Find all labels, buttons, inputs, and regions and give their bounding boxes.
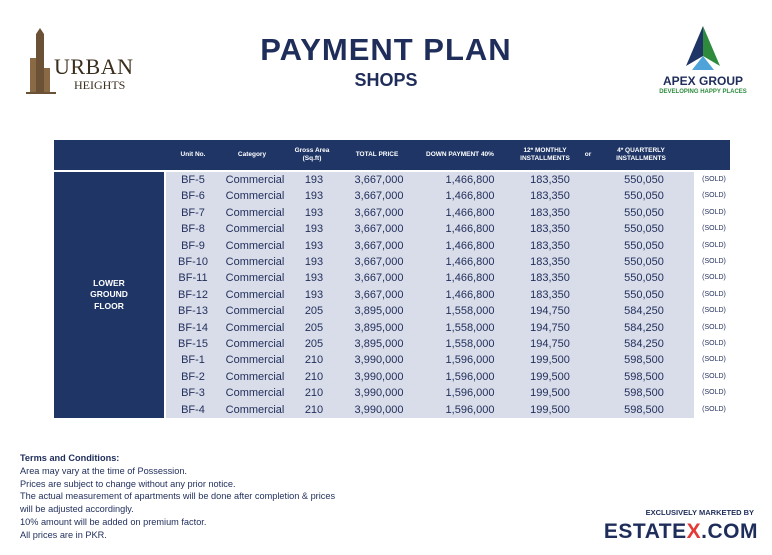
estatex-logo xyxy=(578,520,758,544)
apex-group-tagline: DEVELOPING HAPPY PLACES xyxy=(659,89,747,95)
cell-monthly-installment: 183,350 xyxy=(530,288,570,301)
cell-total-price: 3,895,000 xyxy=(354,321,404,334)
cell-quarterly-installment: 550,050 xyxy=(624,272,664,285)
terms-heading: Terms and Conditions: xyxy=(20,453,120,463)
cell-unit-no: BF-12 xyxy=(178,288,208,301)
apex-group-name: APEX GROUP xyxy=(662,74,743,88)
page-title: PAYMENT PLAN xyxy=(260,32,512,67)
status-sold-badge: (SOLD) xyxy=(702,389,726,397)
cell-unit-no: BF-2 xyxy=(181,370,205,383)
table-row xyxy=(166,254,694,270)
cell-monthly-installment: 183,350 xyxy=(530,239,570,252)
cell-total-price: 3,895,000 xyxy=(354,338,404,350)
cell-unit-no: BF-15 xyxy=(178,338,208,350)
cell-category: Commercial xyxy=(225,321,285,334)
cell-unit-no: BF-7 xyxy=(181,206,205,219)
logo-urban-text: URBAN xyxy=(54,54,134,79)
cell-gross-area: 193 xyxy=(304,288,324,301)
cell-down-payment: 1,466,800 xyxy=(445,272,495,285)
status-sold-badge: (SOLD) xyxy=(702,274,726,282)
status-sold-badge: (SOLD) xyxy=(702,176,726,183)
cell-gross-area: 205 xyxy=(304,338,324,350)
table-row xyxy=(166,369,694,385)
cell-category: Commercial xyxy=(225,354,285,367)
cell-category: Commercial xyxy=(225,387,285,400)
estatex-brand-a: ESTATE xyxy=(603,520,687,543)
cell-quarterly-installment: 598,500 xyxy=(624,354,664,367)
cell-category: Commercial xyxy=(225,256,285,268)
cell-monthly-installment: 183,350 xyxy=(530,174,570,186)
cell-category: Commercial xyxy=(225,403,285,416)
cell-quarterly-installment: 584,250 xyxy=(624,338,664,350)
status-sold-badge: (SOLD) xyxy=(702,405,726,413)
cell-total-price: 3,990,000 xyxy=(354,370,404,383)
cell-total-price: 3,895,000 xyxy=(354,305,404,318)
cell-quarterly-installment: 550,050 xyxy=(624,288,664,301)
table-row xyxy=(166,270,694,286)
cell-total-price: 3,667,000 xyxy=(354,206,404,219)
terms-line: Area may vary at the time of Possession. xyxy=(20,465,187,476)
cell-gross-area: 193 xyxy=(304,190,324,203)
header-category: Category xyxy=(237,151,267,158)
logo-heights-text: HEIGHTS xyxy=(74,78,126,92)
cell-quarterly-installment: 598,500 xyxy=(624,403,664,416)
cell-gross-area: 205 xyxy=(304,321,324,334)
status-sold-badge: (SOLD) xyxy=(702,241,726,249)
cell-unit-no: BF-8 xyxy=(181,223,205,236)
cell-down-payment: 1,466,800 xyxy=(445,174,495,186)
cell-down-payment: 1,466,800 xyxy=(445,190,495,203)
header-gross-area: Gross Area (Sq.ft) xyxy=(294,147,330,162)
cell-gross-area: 210 xyxy=(304,354,324,367)
status-sold-badge: (SOLD) xyxy=(702,208,726,216)
floor-label-cell xyxy=(54,172,164,418)
cell-monthly-installment: 183,350 xyxy=(530,206,570,219)
cell-gross-area: 210 xyxy=(304,387,324,400)
cell-quarterly-installment: 550,050 xyxy=(624,174,664,186)
cell-unit-no: BF-9 xyxy=(181,239,205,252)
cell-total-price: 3,990,000 xyxy=(354,403,404,416)
cell-unit-no: BF-5 xyxy=(181,174,205,186)
cell-unit-no: BF-4 xyxy=(181,403,205,416)
cell-category: Commercial xyxy=(225,305,285,318)
status-sold-badge: (SOLD) xyxy=(702,323,726,331)
cell-monthly-installment: 183,350 xyxy=(530,223,570,236)
cell-total-price: 3,667,000 xyxy=(354,239,404,252)
status-sold-badge: (SOLD) xyxy=(702,225,726,233)
table-header xyxy=(54,140,730,170)
table-row xyxy=(166,172,694,188)
cell-quarterly-installment: 598,500 xyxy=(624,387,664,400)
cell-quarterly-installment: 550,050 xyxy=(624,239,664,252)
cell-monthly-installment: 199,500 xyxy=(530,387,570,400)
table-row xyxy=(166,385,694,401)
cell-gross-area: 193 xyxy=(304,174,324,186)
cell-down-payment: 1,596,000 xyxy=(445,370,495,383)
cell-monthly-installment: 183,350 xyxy=(530,272,570,285)
status-sold-badge: (SOLD) xyxy=(702,307,726,315)
cell-down-payment: 1,466,800 xyxy=(445,288,495,301)
cell-unit-no: BF-3 xyxy=(181,387,205,400)
cell-total-price: 3,667,000 xyxy=(354,190,404,203)
terms-line: will be adjusted accordingly. xyxy=(20,504,134,515)
table-row xyxy=(166,221,694,237)
cell-down-payment: 1,558,000 xyxy=(445,338,495,350)
cell-down-payment: 1,466,800 xyxy=(445,206,495,219)
cell-down-payment: 1,596,000 xyxy=(445,354,495,367)
cell-quarterly-installment: 550,050 xyxy=(624,190,664,203)
cell-monthly-installment: 194,750 xyxy=(530,321,570,334)
cell-quarterly-installment: 584,250 xyxy=(624,321,664,334)
table-row xyxy=(166,287,694,303)
status-sold-badge: (SOLD) xyxy=(702,356,726,364)
table-row xyxy=(166,352,694,368)
apex-triangle-icon xyxy=(672,26,734,72)
cell-total-price: 3,667,000 xyxy=(354,223,404,236)
table-row xyxy=(166,320,694,336)
table-row xyxy=(166,402,694,418)
cell-quarterly-installment: 550,050 xyxy=(624,206,664,219)
cell-unit-no: BF-11 xyxy=(178,272,208,285)
header-unit-no: Unit No. xyxy=(180,151,206,158)
cell-category: Commercial xyxy=(225,239,285,252)
terms-line: 10% amount will be added on premium factor. xyxy=(20,516,207,527)
cell-down-payment: 1,558,000 xyxy=(445,305,495,318)
estatex-brand-x: X xyxy=(686,520,702,543)
status-sold-badge: (SOLD) xyxy=(702,192,726,200)
cell-quarterly-installment: 584,250 xyxy=(624,305,664,318)
cell-monthly-installment: 199,500 xyxy=(530,403,570,416)
cell-total-price: 3,990,000 xyxy=(354,354,404,367)
cell-down-payment: 1,558,000 xyxy=(445,321,495,334)
cell-category: Commercial xyxy=(225,288,285,301)
table-row xyxy=(166,238,694,254)
terms-line: All prices are in PKR. xyxy=(20,529,107,540)
cell-gross-area: 193 xyxy=(304,206,324,219)
terms-and-conditions xyxy=(20,452,335,542)
cell-total-price: 3,667,000 xyxy=(354,272,404,285)
cell-down-payment: 1,466,800 xyxy=(445,223,495,236)
cell-gross-area: 210 xyxy=(304,370,324,383)
header-or: or xyxy=(584,151,592,158)
cell-monthly-installment: 194,750 xyxy=(530,305,570,318)
cell-down-payment: 1,466,800 xyxy=(445,239,495,252)
cell-down-payment: 1,596,000 xyxy=(445,403,495,416)
cell-monthly-installment: 199,500 xyxy=(530,370,570,383)
cell-category: Commercial xyxy=(225,272,285,285)
cell-quarterly-installment: 550,050 xyxy=(624,256,664,268)
cell-monthly-installment: 183,350 xyxy=(530,256,570,268)
status-sold-badge: (SOLD) xyxy=(702,340,726,347)
cell-gross-area: 193 xyxy=(304,239,324,252)
cell-down-payment: 1,466,800 xyxy=(445,256,495,268)
header-monthly-installments: 12* MONTHLY INSTALLMENTS xyxy=(520,147,570,162)
cell-category: Commercial xyxy=(225,206,285,219)
cell-total-price: 3,667,000 xyxy=(354,174,404,186)
cell-gross-area: 210 xyxy=(304,403,324,416)
cell-category: Commercial xyxy=(225,174,285,186)
table-row xyxy=(166,336,694,352)
cell-monthly-installment: 183,350 xyxy=(530,190,570,203)
cell-gross-area: 193 xyxy=(304,256,324,268)
terms-line: The actual measurement of apartments will be done after completion & prices xyxy=(20,491,336,502)
cell-gross-area: 205 xyxy=(304,305,324,318)
cell-unit-no: BF-1 xyxy=(181,354,205,367)
cell-gross-area: 193 xyxy=(304,272,324,285)
status-sold-badge: (SOLD) xyxy=(702,372,726,380)
table-row xyxy=(166,188,694,204)
cell-total-price: 3,667,000 xyxy=(354,256,404,268)
cell-unit-no: BF-10 xyxy=(178,256,208,268)
cell-monthly-installment: 194,750 xyxy=(530,338,570,350)
header-total-price: TOTAL PRICE xyxy=(355,151,399,158)
table-row xyxy=(166,303,694,319)
cell-monthly-installment: 199,500 xyxy=(530,354,570,367)
page-subtitle: SHOPS xyxy=(354,70,418,90)
terms-line: Prices are subject to change without any prior notice. xyxy=(20,478,236,489)
cell-gross-area: 193 xyxy=(304,223,324,236)
estatex-brand-b: .COM xyxy=(701,520,758,543)
status-sold-badge: (SOLD) xyxy=(702,290,726,298)
cell-unit-no: BF-6 xyxy=(181,190,205,203)
cell-category: Commercial xyxy=(225,370,285,383)
cell-category: Commercial xyxy=(225,223,285,236)
cell-total-price: 3,667,000 xyxy=(354,288,404,301)
cell-down-payment: 1,596,000 xyxy=(445,387,495,400)
cell-quarterly-installment: 598,500 xyxy=(624,370,664,383)
cell-unit-no: BF-14 xyxy=(178,321,208,334)
marketed-by-label: EXCLUSIVELY MARKETED BY xyxy=(645,508,754,517)
cell-category: Commercial xyxy=(225,338,285,350)
cell-unit-no: BF-13 xyxy=(178,305,208,318)
status-sold-badge: (SOLD) xyxy=(702,258,726,265)
table-row xyxy=(166,205,694,221)
table-body xyxy=(166,172,694,418)
cell-total-price: 3,990,000 xyxy=(354,387,404,400)
floor-label: LOWER GROUND FLOOR xyxy=(90,277,128,311)
header-quarterly-installments: 4* QUARTERLY INSTALLMENTS xyxy=(616,147,666,162)
header-down-payment: DOWN PAYMENT 40% xyxy=(426,151,494,158)
cell-quarterly-installment: 550,050 xyxy=(624,223,664,236)
cell-category: Commercial xyxy=(225,190,285,203)
apex-group-logo xyxy=(650,26,760,96)
